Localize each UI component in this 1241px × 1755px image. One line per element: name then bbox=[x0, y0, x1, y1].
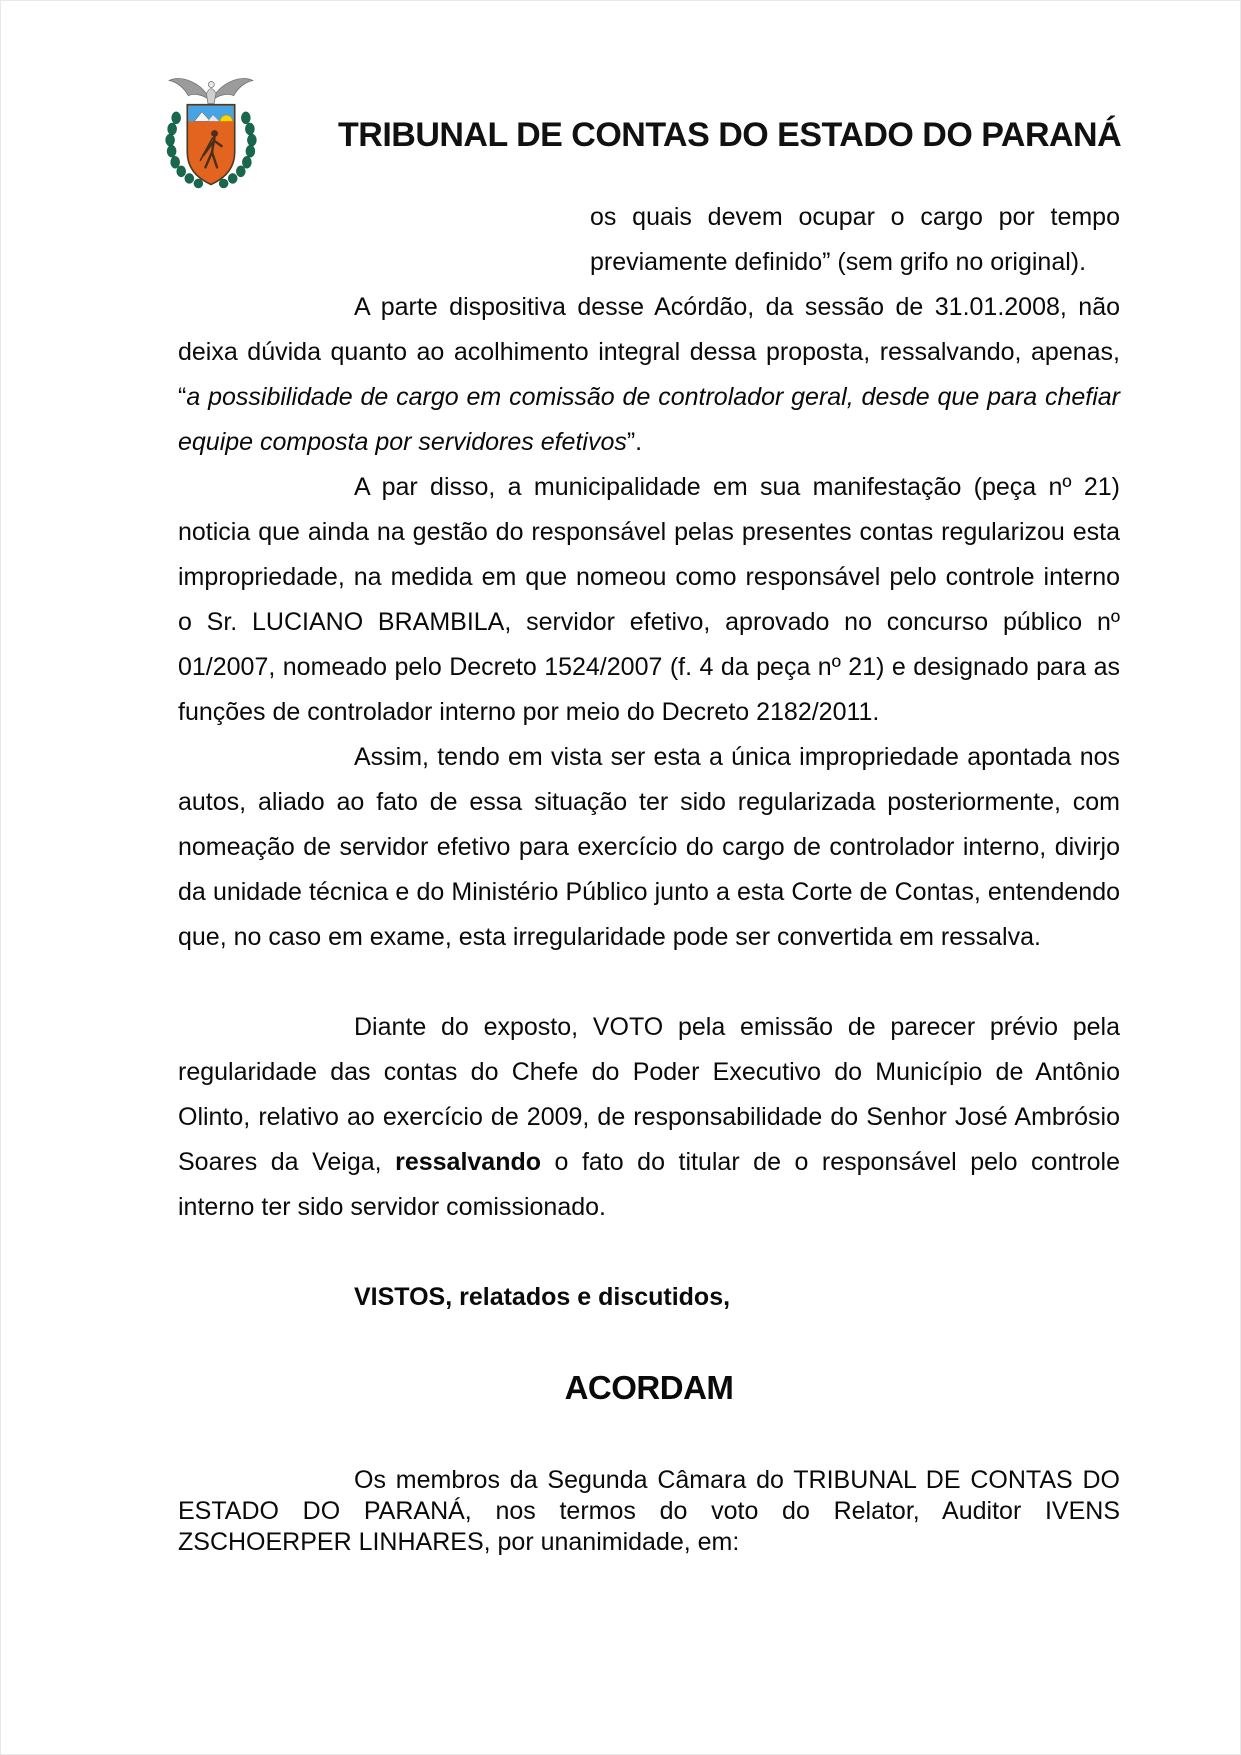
paragraph-text: o fato do titular de o responsável pelo controle interno ter sido servidor comissionado. bbox=[178, 1148, 1120, 1221]
page-title: TRIBUNAL DE CONTAS DO ESTADO DO PARANÁ bbox=[338, 116, 1122, 154]
paragraph-italic-quote: a possibilidade de cargo em comissão de controlador geral, desde que para chefiar equipe composta por servidores efetivos bbox=[178, 383, 1120, 456]
vistos-line: VISTOS, relatados e discutidos, bbox=[354, 1283, 731, 1311]
paragraph-text: A parte dispositiva desse Acórdão, da sessão de 31.01.2008, não deixa dúvida quanto ao acolhimento integral dessa proposta, ressalvando, apenas, “ bbox=[178, 293, 1120, 411]
paragraph-text: Assim, tendo em vista ser esta a única impropriedade apontada nos autos, aliado ao fato de essa situação ter sido regularizada posteriormente, com nomeação de servidor efetivo para exercício do cargo de controlador interno, divirjo da unidade técnica e do Ministério Público junto a esta Corte de Contas, entendendo que, no caso em exame, esta irregularidade pode ser convertida em ressalva. bbox=[178, 743, 1120, 951]
paragraph bbox=[178, 285, 1120, 465]
paragraph-bold-word: ressalvando bbox=[395, 1148, 542, 1176]
quote-continuation bbox=[590, 195, 1120, 285]
paragraph-text: ”. bbox=[626, 428, 643, 456]
acordam-heading: ACORDAM bbox=[564, 1369, 734, 1406]
paragraph-text: A par disso, a municipalidade em sua manifestação (peça nº 21) noticia que ainda na gestão do responsável pelas presentes contas regularizou esta impropriedade, na medida em que nomeou como responsável pelo controle interno o Sr. LUCIANO BRAMBILA, servidor efetivo, aprovado no concurso público nº 01/2007, nomeado pelo Decreto 1524/2007 (f. 4 da peça nº 21) e designado para as funções de controlador interno por meio do Decreto 2182/2011. bbox=[178, 473, 1120, 726]
document-header bbox=[0, 0, 1241, 195]
paragraph bbox=[178, 465, 1120, 735]
paragraph bbox=[178, 1005, 1120, 1230]
parana-coat-of-arms-icon bbox=[158, 73, 264, 193]
paragraph bbox=[178, 735, 1120, 960]
closing-paragraph: Os membros da Segunda Câmara do TRIBUNAL DE CONTAS DO ESTADO DO PARANÁ, nos termos do voto do Relator, Auditor IVENS ZSCHOERPER LINHARES, por unanimidade, em: bbox=[178, 1466, 1120, 1556]
document-body bbox=[178, 195, 1120, 1558]
quote-text: os quais devem ocupar o cargo por tempo previamente definido” (sem grifo no original). bbox=[590, 203, 1120, 276]
paragraph-text: Diante do exposto, VOTO pela emissão de parecer prévio pela regularidade das contas do Chefe do Poder Executivo do Município de Antônio Olinto, relativo ao exercício de 2009, de responsabilidade do Senhor José Ambrósio Soares da Veiga, bbox=[178, 1013, 1120, 1176]
